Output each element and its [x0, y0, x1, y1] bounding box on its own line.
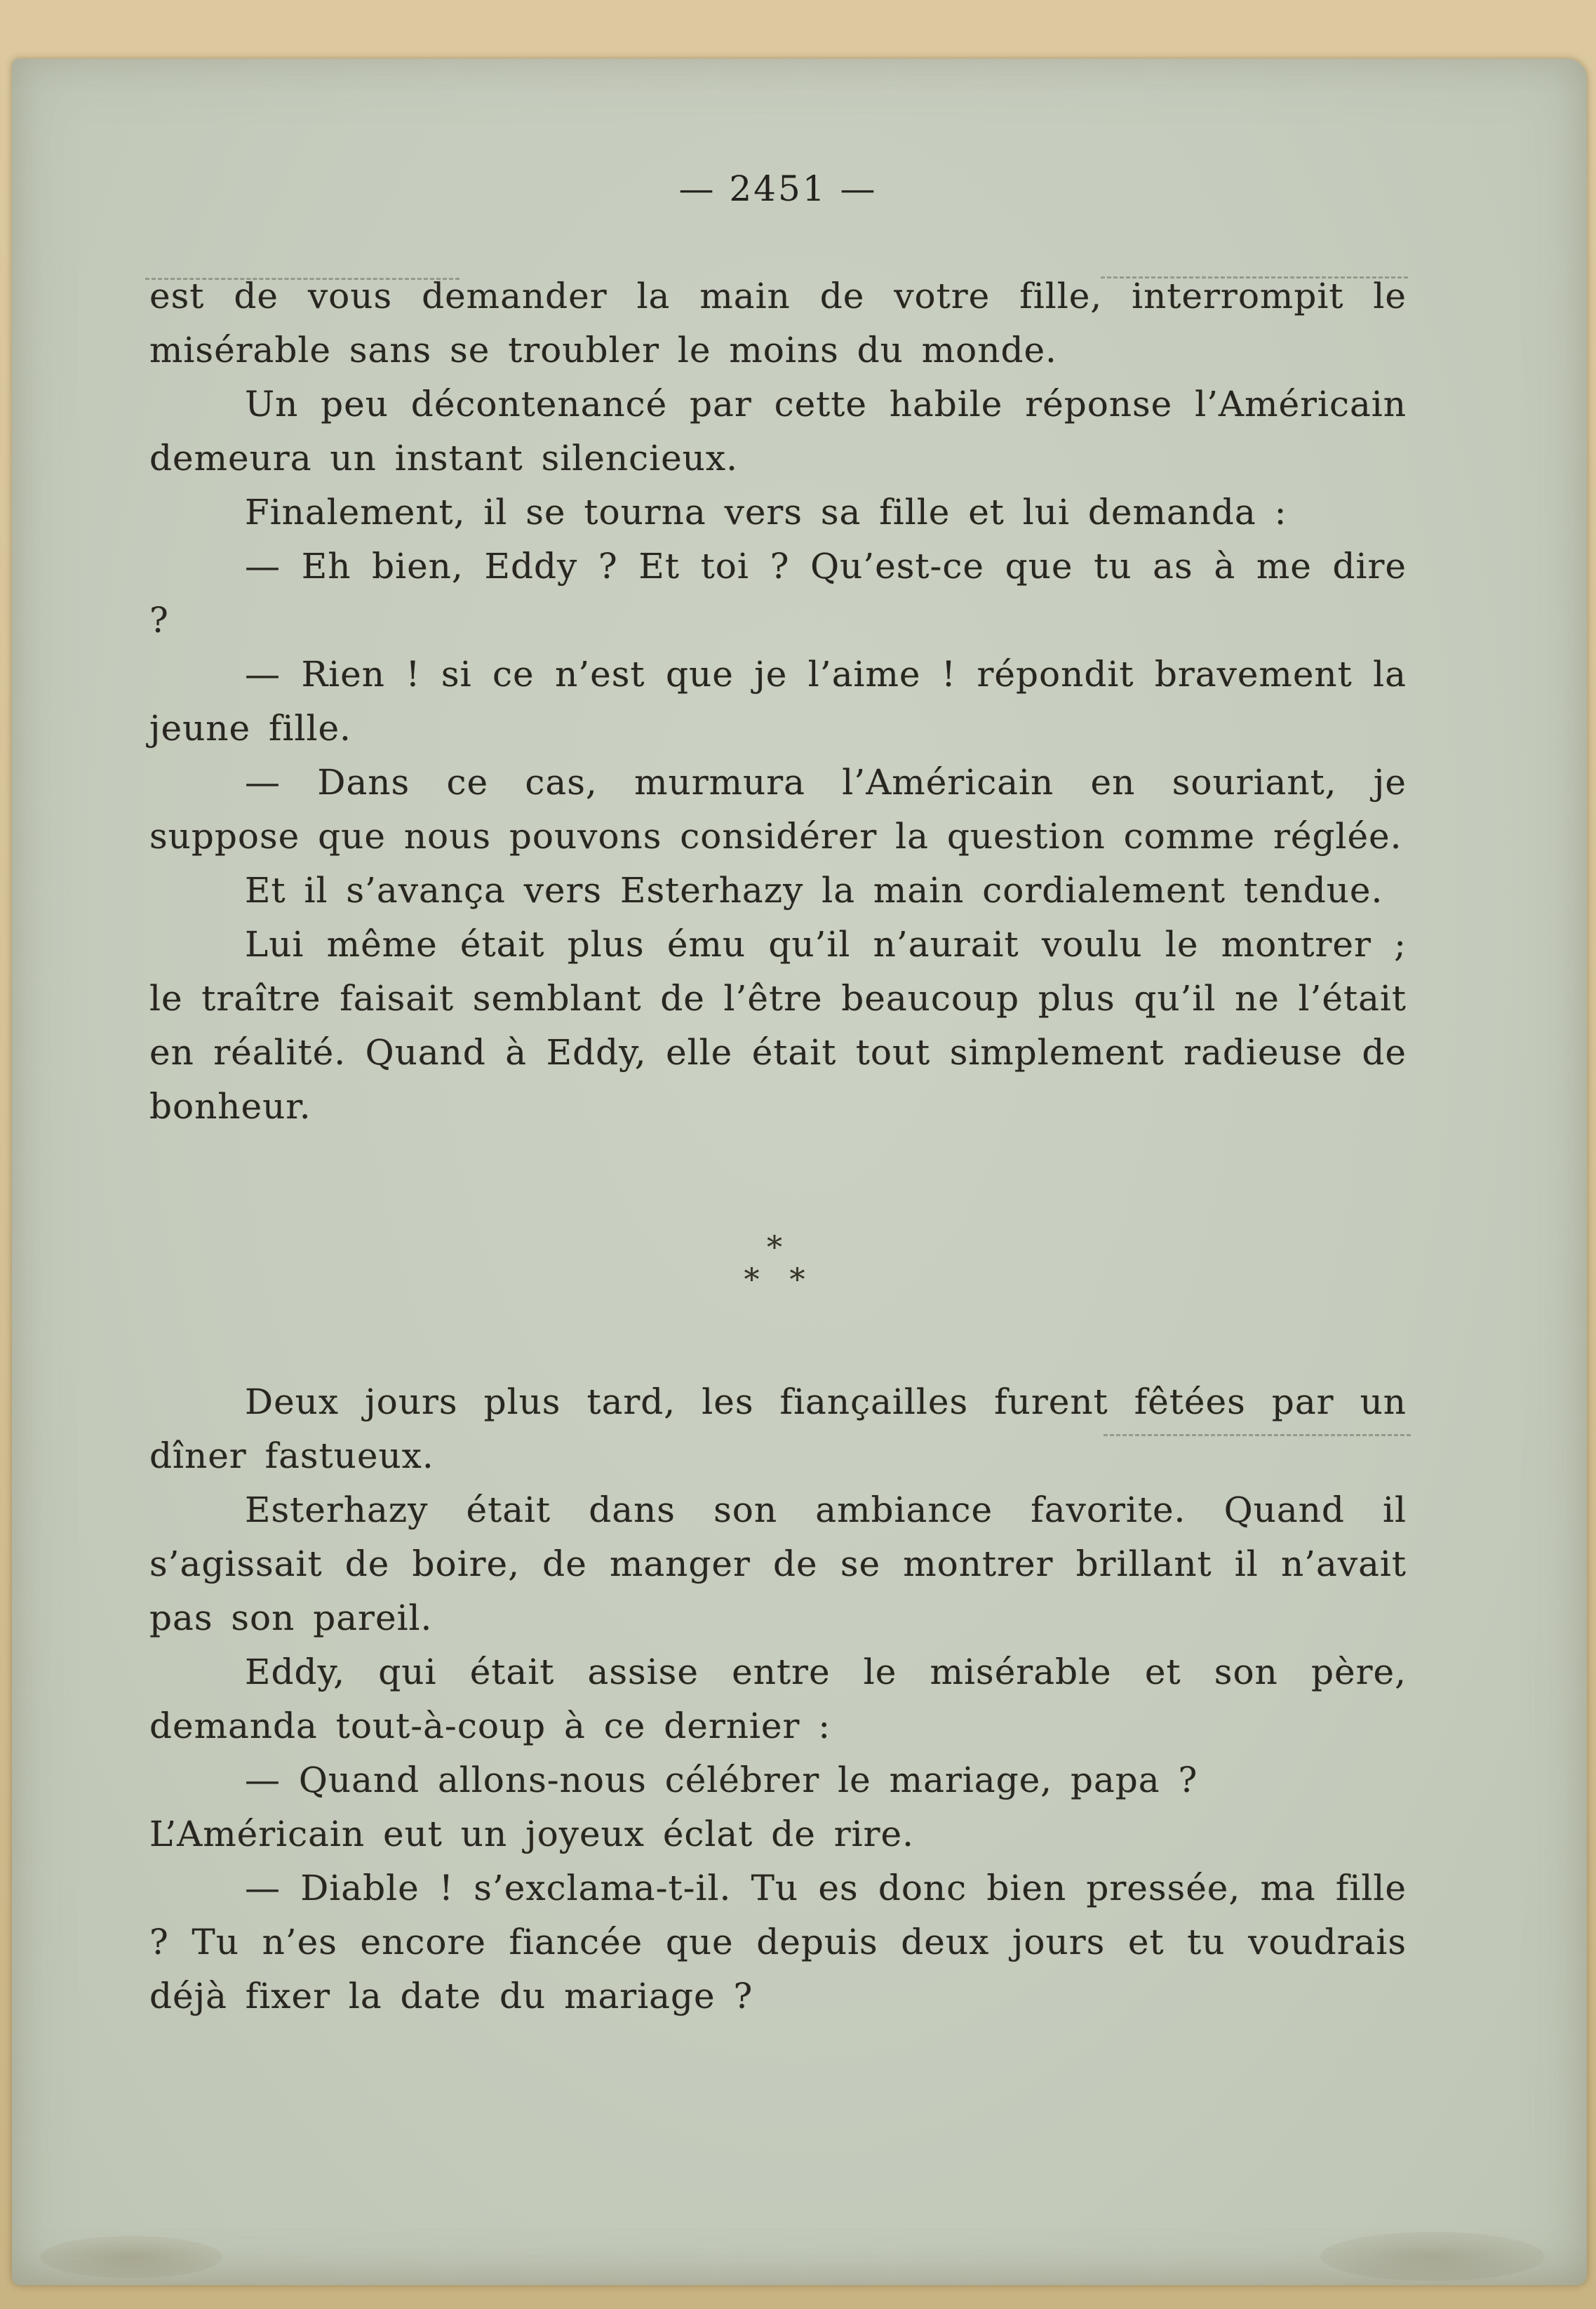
- paragraph: — Dans ce cas, murmura l’Américain en souriant, je suppose que nous pouvons considérer la question comme réglée.: [149, 762, 1407, 857]
- page-content: [149, 59, 1407, 2023]
- asterism-bottom: * *: [744, 1262, 812, 1298]
- page-number: — 2451 —: [678, 168, 878, 209]
- book-page: [12, 59, 1587, 2285]
- paragraph: — Quand allons-nous célébrer le mariage, papa ?: [245, 1760, 1198, 1800]
- paragraph: est de vous demander la main de votre fille, interrompit le misérable sans se troubler le moins du monde.: [149, 276, 1407, 370]
- scan-smudge: [1320, 2232, 1545, 2281]
- paragraph: — Eh bien, Eddy ? Et toi ? Qu’est-ce que tu as à me dire ?: [149, 546, 1407, 641]
- page-text: [149, 269, 1407, 2023]
- paragraph: Eddy, qui était assise entre le misérable et son père, demanda tout-à-coup à ce dernier :: [149, 1652, 1407, 1746]
- paragraph: Finalement, il se tourna vers sa fille et lui demanda :: [245, 492, 1287, 533]
- asterism-top: *: [767, 1230, 789, 1266]
- scan-smudge: [40, 2236, 222, 2278]
- paragraph: Un peu décontenancé par cette habile réponse l’Américain demeura un instant silencieux.: [149, 384, 1407, 478]
- asterism-separator: [149, 1232, 1407, 1297]
- paragraph: — Rien ! si ce n’est que je l’aime ! répondit bravement la jeune fille.: [149, 654, 1407, 749]
- paragraph: Et il s’avança vers Esterhazy la main cordialement tendue.: [245, 870, 1383, 911]
- paragraph: — Diable ! s’exclama-t-il. Tu es donc bien pressée, ma fille ? Tu n’es encore fiancée que depuis deux jours et tu voudrais déjà fixer la date du mariage ?: [149, 1868, 1407, 2016]
- paragraph: Lui même était plus ému qu’il n’aurait voulu le montrer ; le traître faisait semblant de l’être beaucoup plus qu’il ne l’était en réalité. Quand à Eddy, elle était tout simplement radieuse de bonheur.: [149, 924, 1407, 1127]
- paragraph: Deux jours plus tard, les fiançailles furent fêtées par un dîner fastueux.: [149, 1381, 1407, 1476]
- paragraph: Esterhazy était dans son ambiance favorite. Quand il s’agissait de boire, de manger de se montrer brillant il n’avait pas son pareil.: [149, 1490, 1407, 1638]
- paragraph: L’Américain eut un joyeux éclat de rire.: [149, 1814, 914, 1854]
